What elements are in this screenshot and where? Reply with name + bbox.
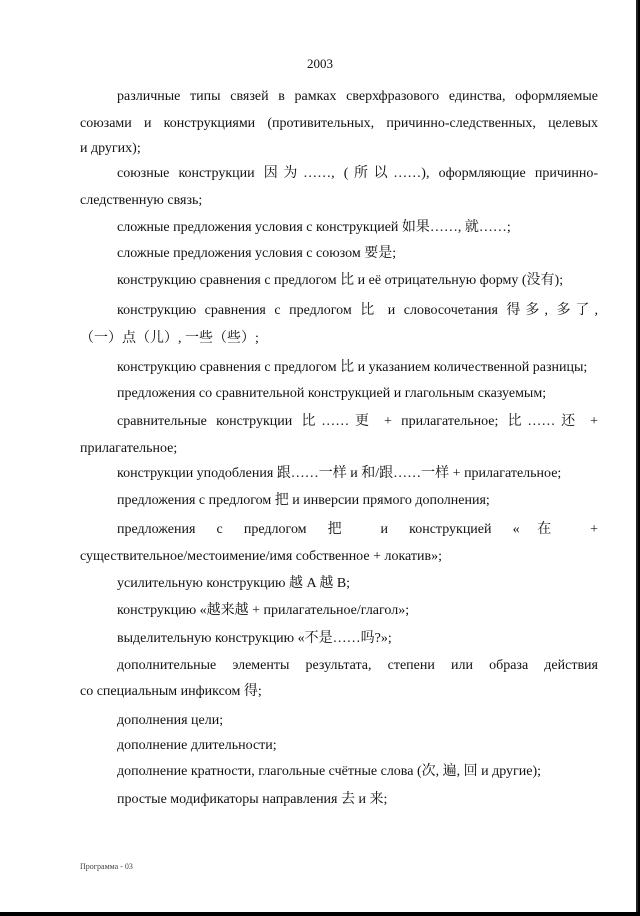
page-number: 2003: [307, 56, 333, 71]
text-line: простые модификаторы направления 去 и 来;: [117, 792, 388, 807]
text-line: различные типы связей в рамках сверхфразового единства, оформляемые: [117, 89, 598, 104]
text-line: предложения с предлогом 把 и инверсии прямого дополнения;: [117, 493, 490, 508]
text-line: конструкцию сравнения с предлогом 比 и словосочетания 得多, 多了,: [117, 303, 598, 318]
text-line: конструкцию сравнения с предлогом 比 и указанием количественной разницы;: [117, 360, 588, 375]
text-line: предложения с предлогом 把 и конструкцией «在 +: [117, 522, 598, 537]
text-line: сравнительные конструкции 比……更 + прилагательное; 比……还 +: [117, 414, 598, 429]
text-line: （一）点（儿）, 一些（些）;: [80, 331, 259, 346]
text-line: следственную связь;: [80, 193, 203, 208]
text-line: конструкцию «越来越 + прилагательное/глагол»;: [117, 603, 410, 618]
text-line: союзами и конструкциями (противительных, причинно-следственных, целевых: [80, 116, 598, 131]
text-line: дополнение длительности;: [117, 738, 277, 753]
text-line: сложные предложения условия с конструкцией 如果……, 就……;: [117, 220, 511, 235]
text-line: со специальным инфиксом 得;: [80, 684, 262, 699]
text-line: конструкции уподобления 跟……一样 и 和/跟……一样 + прилагательное;: [117, 466, 562, 481]
text-line: конструкцию сравнения с предлогом 比 и её отрицательную форму (没有);: [117, 273, 564, 288]
text-line: усилительную конструкцию 越 A 越 B;: [117, 576, 351, 591]
text-line: существительное/местоимение/имя собственное + локатив»;: [80, 549, 443, 564]
footer-note: Программа - 03: [80, 862, 133, 871]
text-line: предложения со сравнительной конструкцией и глагольным сказуемым;: [117, 386, 547, 401]
text-line: выделительную конструкцию «不是……吗?»;: [117, 631, 392, 646]
text-line: союзные конструкции 因为……, (所以……), оформляющие причинно-: [117, 166, 598, 181]
text-line: дополнительные элементы результата, степени или образа действия: [117, 658, 598, 673]
text-line: сложные предложения условия с союзом 要是;: [117, 246, 397, 261]
text-line: дополнение кратности, глагольные счётные слова (次, 遍, 回 и другие);: [117, 764, 542, 779]
text-line: прилагательное;: [80, 441, 178, 456]
text-line: и других);: [80, 141, 141, 156]
text-line: дополнения цели;: [117, 713, 224, 728]
